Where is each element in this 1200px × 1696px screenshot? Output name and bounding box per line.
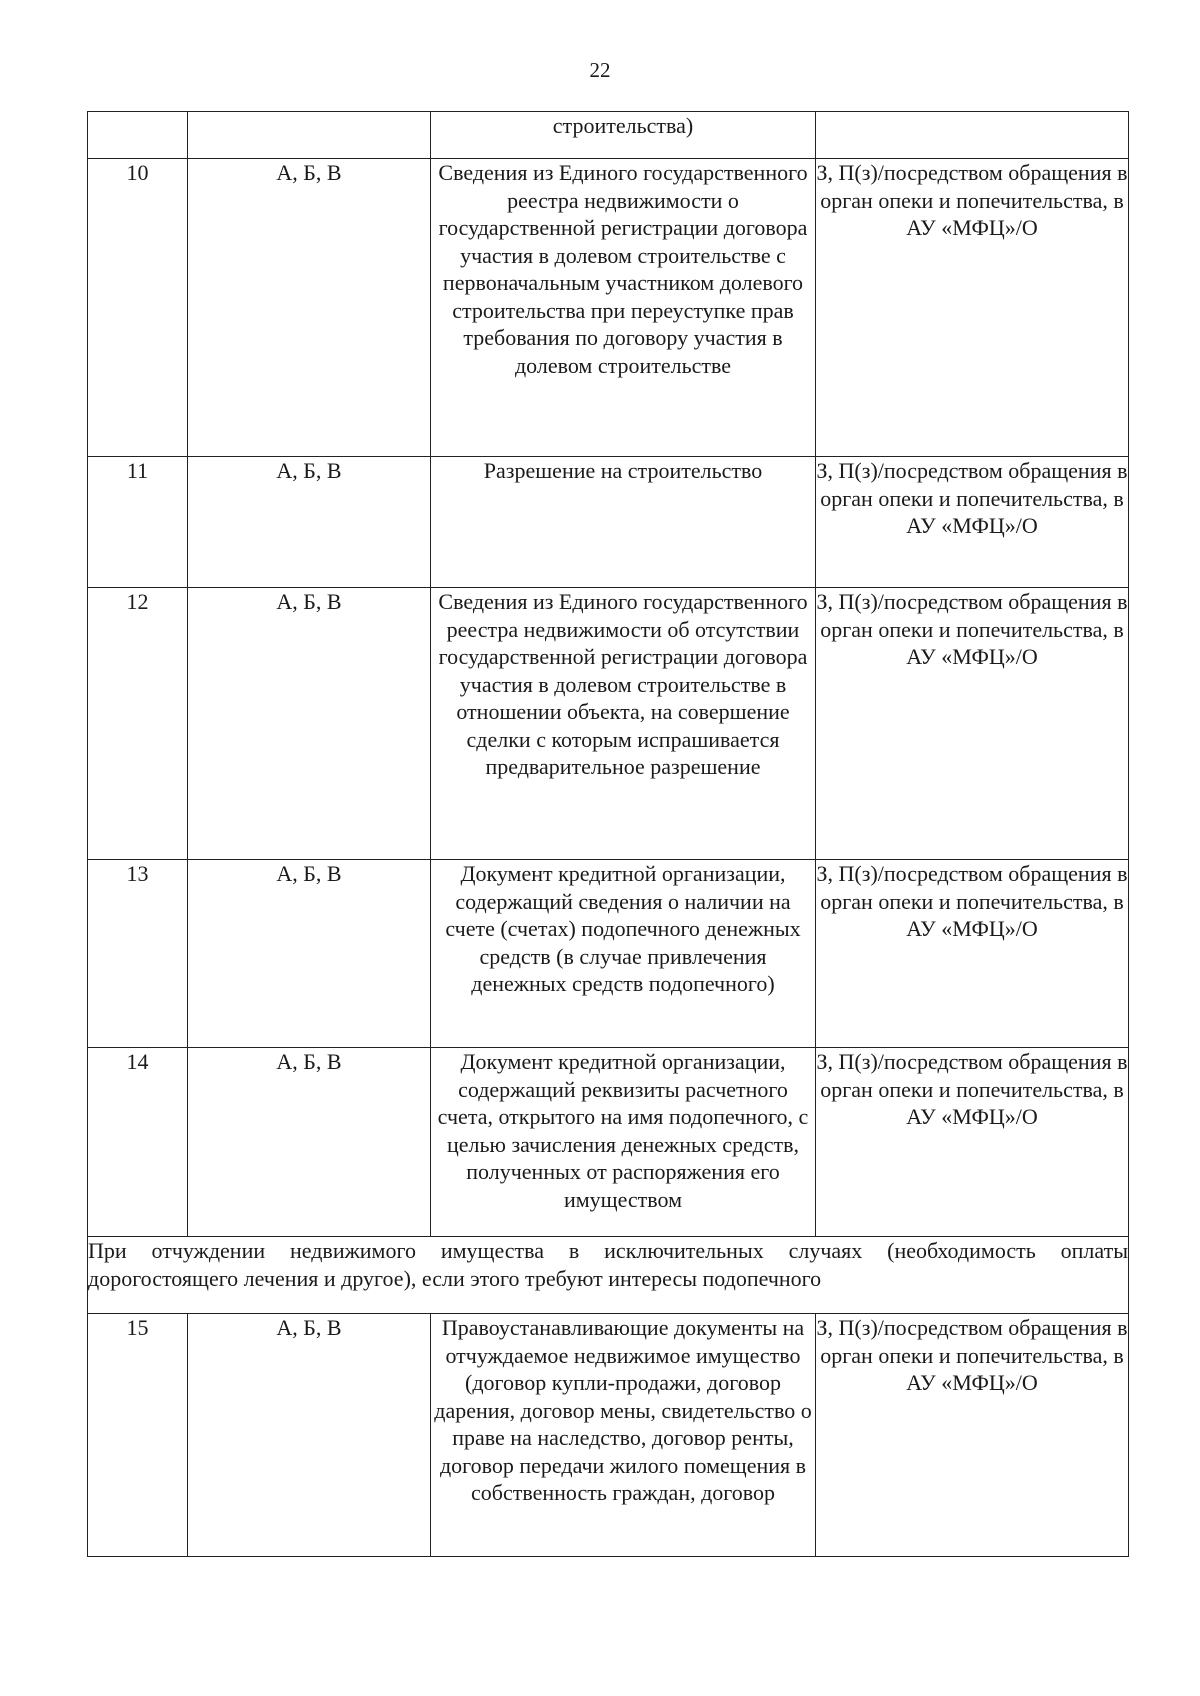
cell-document: Разрешение на строительство <box>431 457 816 588</box>
section-heading: При отчуждении недвижимого имущества в исключительных случаях (необходимость оплаты дорогостоящего лечения и другое), если этого требуют интересы подопечного <box>88 1237 1129 1314</box>
cell-applicants: А, Б, В <box>188 1048 431 1237</box>
cell-applicants: А, Б, В <box>188 1314 431 1557</box>
cell-source: З, П(з)/посредством обращения в орган опеки и попечительства, в АУ «МФЦ»/О <box>816 457 1129 588</box>
documents-table <box>87 111 1129 1557</box>
cell-document: Документ кредитной организации, содержащий реквизиты расчетного счета, открытого на имя подопечного, с целью зачисления денежных средств, полученных от распоряжения его имуществом <box>431 1048 816 1237</box>
cell-source: З, П(з)/посредством обращения в орган опеки и попечительства, в АУ «МФЦ»/О <box>816 860 1129 1048</box>
cell-number: 11 <box>88 457 188 588</box>
section-heading-row <box>88 1237 1129 1314</box>
cell-document: Сведения из Единого государственного реестра недвижимости об отсутствии государственной регистрации договора участия в долевом строительстве в отношении объекта, на совершение сделки с которым испрашивается предварительное разрешение <box>431 588 816 860</box>
cell-applicants: А, Б, В <box>188 457 431 588</box>
page-number: 22 <box>589 58 611 82</box>
cell-source: З, П(з)/посредством обращения в орган опеки и попечительства, в АУ «МФЦ»/О <box>816 1314 1129 1557</box>
cell-document: Сведения из Единого государственного реестра недвижимости о государственной регистрации договора участия в долевом строительстве с первоначальным участником долевого строительства при переуступке прав требования по договору участия в долевом строительстве <box>431 159 816 457</box>
cell-number: 10 <box>88 159 188 457</box>
cell-source: З, П(з)/посредством обращения в орган опеки и попечительства, в АУ «МФЦ»/О <box>816 1048 1129 1237</box>
cell-number: 12 <box>88 588 188 860</box>
cell-number: 14 <box>88 1048 188 1237</box>
table-row-continuation <box>88 112 1129 159</box>
cell-document: строительства) <box>431 112 816 159</box>
cell-source <box>816 112 1129 159</box>
cell-number: 15 <box>88 1314 188 1557</box>
table-row <box>88 860 1129 1048</box>
table-row <box>88 457 1129 588</box>
cell-number <box>88 112 188 159</box>
cell-source: З, П(з)/посредством обращения в орган опеки и попечительства, в АУ «МФЦ»/О <box>816 588 1129 860</box>
cell-applicants: А, Б, В <box>188 159 431 457</box>
cell-applicants <box>188 112 431 159</box>
table-row <box>88 588 1129 860</box>
cell-applicants: А, Б, В <box>188 860 431 1048</box>
table-row <box>88 1048 1129 1237</box>
cell-document: Документ кредитной организации, содержащий сведения о наличии на счете (счетах) подопечного денежных средств (в случае привлечения денежных средств подопечного) <box>431 860 816 1048</box>
cell-source: З, П(з)/посредством обращения в орган опеки и попечительства, в АУ «МФЦ»/О <box>816 159 1129 457</box>
table-row <box>88 159 1129 457</box>
cell-applicants: А, Б, В <box>188 588 431 860</box>
table-row <box>88 1314 1129 1557</box>
cell-document: Правоустанавливающие документы на отчуждаемое недвижимое имущество (договор купли-продажи, договор дарения, договор мены, свидетельство о праве на наследство, договор ренты, договор передачи жилого помещения в собственность граждан, договор <box>431 1314 816 1557</box>
cell-number: 13 <box>88 860 188 1048</box>
